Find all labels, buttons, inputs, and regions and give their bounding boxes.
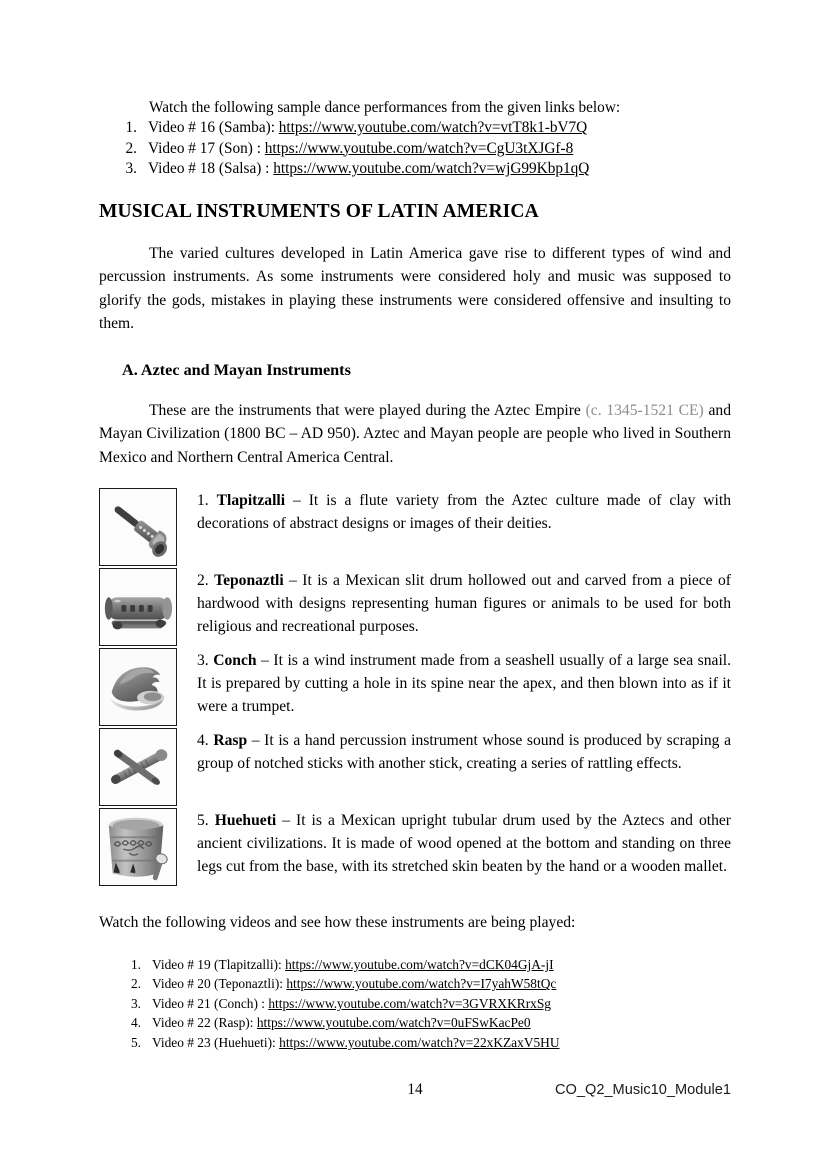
instrument-text: – It is a wind instrument made from a seashell usually of a large sea snail. It is prepared by cutting a hole in its spine near the apex, and then blown into as if it were a trumpet. — [197, 651, 732, 716]
section-a-heading: A. Aztec and Mayan Instruments — [122, 360, 351, 379]
section-a-paragraph — [99, 399, 731, 470]
rasp-photo — [99, 728, 177, 806]
bottom-video-link-item — [99, 974, 731, 994]
bottom-video-link-url[interactable]: https://www.youtube.com/watch?v=I7yahW58tQc — [286, 976, 557, 992]
top-video-links-list — [99, 118, 731, 180]
huehueti-photo — [99, 808, 177, 886]
bottom-video-link-item — [99, 1013, 731, 1033]
conch-photo — [99, 648, 177, 726]
instrument-description — [197, 728, 731, 776]
instrument-text: – It is a Mexican upright tubular drum used by the Aztecs and other ancient civilizations. It is made of wood opened at the bottom and standing on three legs cut from the base, with its stretched skin beaten by the hand or a wooden mallet. — [197, 811, 731, 876]
instrument-text: – It is a flute variety from the Aztec culture made of clay with decorations of abstract designs or images of their deities. — [197, 491, 732, 533]
bottom-video-link-item — [99, 994, 731, 1014]
instrument-description — [197, 568, 731, 639]
watch-videos-line: Watch the following videos and see how these instruments are being played: — [99, 913, 576, 931]
section-a-text-part2: and Mayan Civilization (1800 BC – AD 950). Aztec and Mayan people are people who lived in Southern Mexico and Northern Central America Central. — [99, 401, 731, 467]
bottom-video-link-label: Video # 21 (Conch) : — [152, 995, 269, 1011]
instrument-list — [99, 488, 731, 886]
top-video-link-label: Video # 16 (Samba): — [148, 119, 279, 136]
top-video-link-item — [99, 159, 731, 180]
instrument-text: – It is a hand percussion instrument whose sound is produced by scraping a group of notched sticks with another stick, creating a series of rattling effects. — [197, 731, 732, 773]
instrument-description — [197, 648, 731, 719]
bottom-video-link-url[interactable]: https://www.youtube.com/watch?v=0uFSwKacPe0 — [256, 1015, 531, 1031]
intro-paragraph: The varied cultures developed in Latin America gave rise to different types of wind and percussion instruments. As some instruments were considered holy and music was supposed to glorify the gods, mistakes in playing these instruments were considered offensive and insulting to them. — [99, 244, 731, 333]
instrument-name: Tlapitzalli — [216, 491, 286, 509]
instrument-entry — [99, 488, 731, 566]
top-video-link-url[interactable]: https://www.youtube.com/watch?v=CgU3tXJGf-8 — [264, 139, 574, 157]
bottom-video-link-number: 5. — [130, 1035, 141, 1051]
top-video-link-item — [99, 118, 731, 139]
instrument-name: Huehueti — [214, 811, 277, 829]
intro-line: Watch the following sample dance performances from the given links below: — [149, 99, 621, 116]
bottom-video-link-label: Video # 20 (Teponaztli): — [152, 976, 287, 992]
bottom-video-link-number: 4. — [130, 1015, 141, 1031]
top-video-link-label: Video # 18 (Salsa) : — [148, 160, 274, 177]
instrument-number: 5. — [197, 811, 215, 829]
page-title: MUSICAL INSTRUMENTS OF LATIN AMERICA — [99, 200, 539, 222]
instrument-number: 2. — [197, 571, 215, 589]
bottom-video-link-item — [99, 955, 731, 975]
bottom-video-link-url[interactable]: https://www.youtube.com/watch?v=dCK04GjA-jI — [285, 956, 554, 972]
instrument-entry — [99, 728, 731, 806]
top-video-link-url[interactable]: https://www.youtube.com/watch?v=wjG99Kbp1qQ — [273, 160, 590, 177]
instrument-entry — [99, 568, 731, 646]
tlapitzalli-photo — [99, 488, 177, 566]
instrument-name: Rasp — [213, 731, 248, 749]
instrument-entry — [99, 808, 731, 886]
bottom-video-link-number: 3. — [130, 995, 141, 1011]
instrument-number: 3. — [197, 651, 214, 669]
bottom-video-link-label: Video # 23 (Huehueti): — [152, 1035, 280, 1051]
section-a-date-range: (c. 1345-1521 CE) — [585, 401, 704, 419]
instrument-text: – It is a Mexican slit drum hollowed out and carved from a piece of hardwood with designs representing human figures or animals to be used for both religious and recreational purposes. — [197, 571, 731, 636]
bottom-video-links-list — [99, 955, 731, 1053]
instrument-description — [197, 808, 731, 879]
teponaztli-photo — [99, 568, 177, 646]
module-code: CO_Q2_Music10_Module1 — [554, 1082, 731, 1098]
bottom-video-link-url[interactable]: https://www.youtube.com/watch?v=3GVRXKRrxSg — [268, 995, 551, 1011]
top-video-link-number: 3. — [125, 160, 137, 177]
top-video-link-label: Video # 17 (Son) : — [148, 139, 265, 157]
bottom-video-link-item — [99, 1033, 731, 1053]
bottom-video-link-label: Video # 19 (Tlapitzalli): — [152, 956, 286, 972]
instrument-description — [197, 488, 731, 536]
bottom-video-link-number: 1. — [130, 956, 141, 972]
bottom-video-link-number: 2. — [130, 976, 141, 992]
top-video-link-url[interactable]: https://www.youtube.com/watch?v=vtT8k1-bV7Q — [278, 119, 588, 136]
top-video-link-number: 2. — [125, 139, 137, 157]
section-a-text-part1: These are the instruments that were played during the Aztec Empire — [149, 401, 586, 419]
instrument-entry — [99, 648, 731, 726]
top-video-link-item — [99, 139, 731, 160]
instrument-number: 4. — [197, 731, 214, 749]
page-number: 14 — [407, 1081, 423, 1098]
top-video-link-number: 1. — [125, 119, 137, 136]
instrument-number: 1. — [197, 491, 217, 509]
bottom-video-link-url[interactable]: https://www.youtube.com/watch?v=22xKZaxV5HU — [279, 1035, 560, 1051]
instrument-name: Conch — [213, 651, 257, 669]
page-footer — [99, 1081, 731, 1103]
instrument-name: Teponaztli — [214, 571, 284, 589]
page-content — [99, 0, 731, 1053]
bottom-video-link-label: Video # 22 (Rasp): — [152, 1015, 257, 1031]
